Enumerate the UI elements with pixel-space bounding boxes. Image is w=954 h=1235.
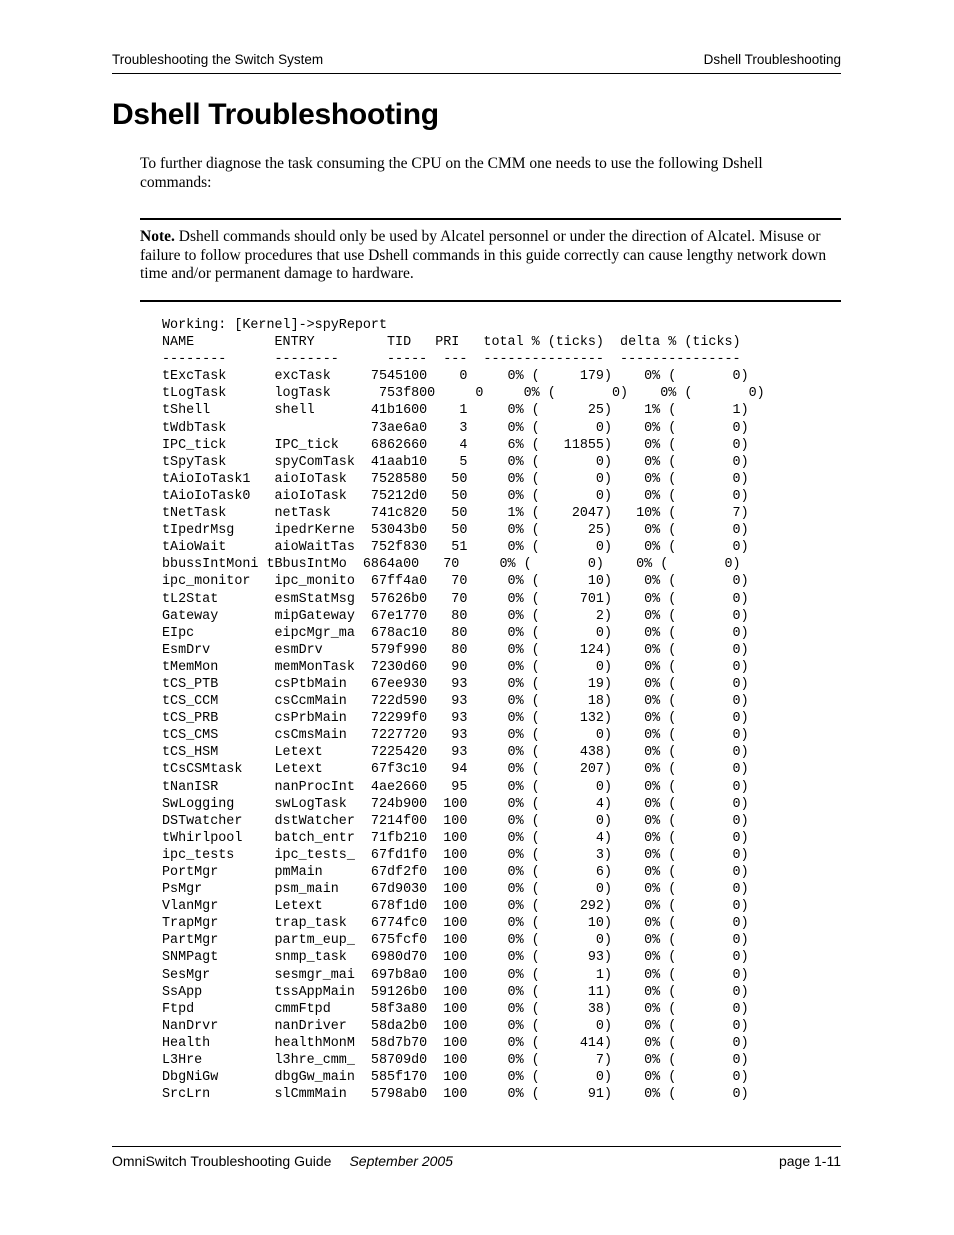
task-row: EsmDrv esmDrv 579f990 80 0% ( 124) 0% ( 0) — [162, 642, 749, 658]
task-row: tCS_CMS csCmsMain 7227720 93 0% ( 0) 0% ( 0) — [162, 728, 749, 744]
task-row: Ftpd cmmFtpd 58f3a80 100 0% ( 38) 0% ( 0) — [162, 1001, 749, 1017]
task-row: tLogTask logTask 753f800 0 0% ( 0) 0% ( 0) — [162, 386, 765, 402]
task-row: tCS_HSM Letext 7225420 93 0% ( 438) 0% ( 0) — [162, 745, 749, 761]
intro-paragraph: To further diagnose the task consuming the CPU on the CMM one needs to use the following Dshell commands: — [140, 155, 763, 191]
task-row: TrapMgr trap_task 6774fc0 100 0% ( 10) 0% ( 0) — [162, 916, 749, 932]
task-row: tCS_CCM csCcmMain 722d590 93 0% ( 18) 0% ( 0) — [162, 694, 749, 710]
page-title: Dshell Troubleshooting — [112, 98, 439, 131]
task-row: bbussIntMoni tBbusIntMo 6864a00 70 0% ( 0) 0% ( 0) — [162, 557, 741, 573]
task-row: EIpc eipcMgr_ma 678ac10 80 0% ( 0) 0% ( 0) — [162, 625, 749, 641]
table-header-line: -------- -------- ----- --- --------------- --------------- — [162, 352, 741, 368]
task-row: ipc_monitor ipc_monito 67ff4a0 70 0% ( 10) 0% ( 0) — [162, 574, 749, 590]
task-row: tAioIoTask0 aioIoTask 75212d0 50 0% ( 0) 0% ( 0) — [162, 488, 749, 504]
task-row: PortMgr pmMain 67df2f0 100 0% ( 6) 0% ( 0) — [162, 865, 749, 880]
task-row: tMemMon memMonTask 7230d60 90 0% ( 0) 0% ( 0) — [162, 659, 749, 675]
task-row: tSpyTask spyComTask 41aab10 5 0% ( 0) 0% ( 0) — [162, 454, 749, 470]
task-row: Gateway mipGateway 67e1770 80 0% ( 2) 0% ( 0) — [162, 608, 749, 624]
note-box — [140, 218, 841, 302]
task-row: DSTwatcher dstWatcher 7214f00 100 0% ( 0) 0% ( 0) — [162, 813, 749, 829]
task-row: PartMgr partm_eup_ 675fcf0 100 0% ( 0) 0% ( 0) — [162, 933, 749, 949]
task-row: tShell shell 41b1600 1 0% ( 25) 1% ( 1) — [162, 403, 749, 419]
task-row: tNanISR nanProcInt 4ae2660 95 0% ( 0) 0% ( 0) — [162, 779, 749, 795]
task-row: tL2Stat esmStatMsg 57626b0 70 0% ( 701) 0% ( 0) — [162, 591, 749, 607]
header-section-title: Troubleshooting the Switch System — [112, 52, 324, 67]
page-number: page 1-11 — [778, 1153, 841, 1169]
task-row: PsMgr psm_main 67d9030 100 0% ( 0) 0% ( 0) — [162, 882, 749, 898]
running-header — [112, 51, 841, 74]
task-row: tCS_PRB csPrbMain 72299f0 93 0% ( 132) 0% ( 0) — [162, 711, 749, 727]
task-row: VlanMgr Letext 678f1d0 100 0% ( 292) 0% ( 0) — [162, 899, 749, 915]
task-row: SesMgr sesmgr_mai 697b8a0 100 0% ( 1) 0% ( 0) — [162, 967, 749, 983]
header-page-topic: Dshell Troubleshooting — [703, 52, 841, 67]
task-row: SNMPagt snmp_task 6980d70 100 0% ( 93) 0% ( 0) — [162, 950, 749, 966]
page-footer — [112, 1146, 841, 1169]
footer-date: September 2005 — [349, 1153, 453, 1169]
task-row: SrcLrn slCmmMain 5798ab0 100 0% ( 91) 0% ( 0) — [162, 1087, 749, 1103]
note-text: Dshell commands should only be used by Alcatel personnel or under the direction of Alcatel. Misuse or failure to follow procedures that use Dshell commands in this guide correctly can cause lengthy network down time and/or permanent damage to hardware. — [140, 228, 827, 282]
task-row: tAioIoTask1 aioIoTask 7528580 50 0% ( 0) 0% ( 0) — [162, 471, 749, 487]
task-row: tWhirlpool batch_entr 71fb210 100 0% ( 4) 0% ( 0) — [162, 830, 749, 846]
task-row: tNetTask netTask 741c820 50 1% ( 2047) 10% ( 7) — [162, 506, 749, 522]
task-row: tAioWait aioWaitTas 752f830 51 0% ( 0) 0% ( 0) — [162, 540, 749, 556]
task-row: tCS_PTB csPtbMain 67ee930 93 0% ( 19) 0% ( 0) — [162, 676, 749, 692]
task-row: DbgNiGw dbgGw_main 585f170 100 0% ( 0) 0% ( 0) — [162, 1070, 749, 1086]
task-row: ipc_tests ipc_tests_ 67fd1f0 100 0% ( 3) 0% ( 0) — [162, 847, 749, 863]
task-row: tCsCSMtask Letext 67f3c10 94 0% ( 207) 0% ( 0) — [162, 762, 749, 778]
task-row: SsApp tssAppMain 59126b0 100 0% ( 11) 0% ( 0) — [162, 984, 749, 1000]
task-row: Health healthMonM 58d7b70 100 0% ( 414) 0% ( 0) — [162, 1035, 749, 1051]
task-row: tIpedrMsg ipedrKerne 53043b0 50 0% ( 25) 0% ( 0) — [162, 523, 749, 539]
task-row: IPC_tick IPC_tick 6862660 4 6% ( 11855) 0% ( 0) — [162, 437, 749, 453]
task-row: SwLogging swLogTask 724b900 100 0% ( 4) 0% ( 0) — [162, 796, 749, 812]
footer-guide-title: OmniSwitch Troubleshooting Guide — [112, 1153, 332, 1169]
table-header-line: NAME ENTRY TID PRI total % (ticks) delta % (ticks) — [162, 335, 741, 351]
task-row: NanDrvr nanDriver 58da2b0 100 0% ( 0) 0% ( 0) — [162, 1018, 749, 1034]
task-row: L3Hre l3hre_cmm_ 58709d0 100 0% ( 7) 0% ( 0) — [162, 1053, 749, 1069]
task-row: tWdbTask 73ae6a0 3 0% ( 0) 0% ( 0) — [162, 420, 749, 436]
command-line: Working: [Kernel]->spyReport — [162, 318, 387, 333]
spy-report-output — [162, 317, 765, 1103]
task-row: tExcTask excTask 7545100 0 0% ( 179) 0% ( 0) — [162, 369, 749, 385]
note-label: Note. — [140, 228, 175, 245]
